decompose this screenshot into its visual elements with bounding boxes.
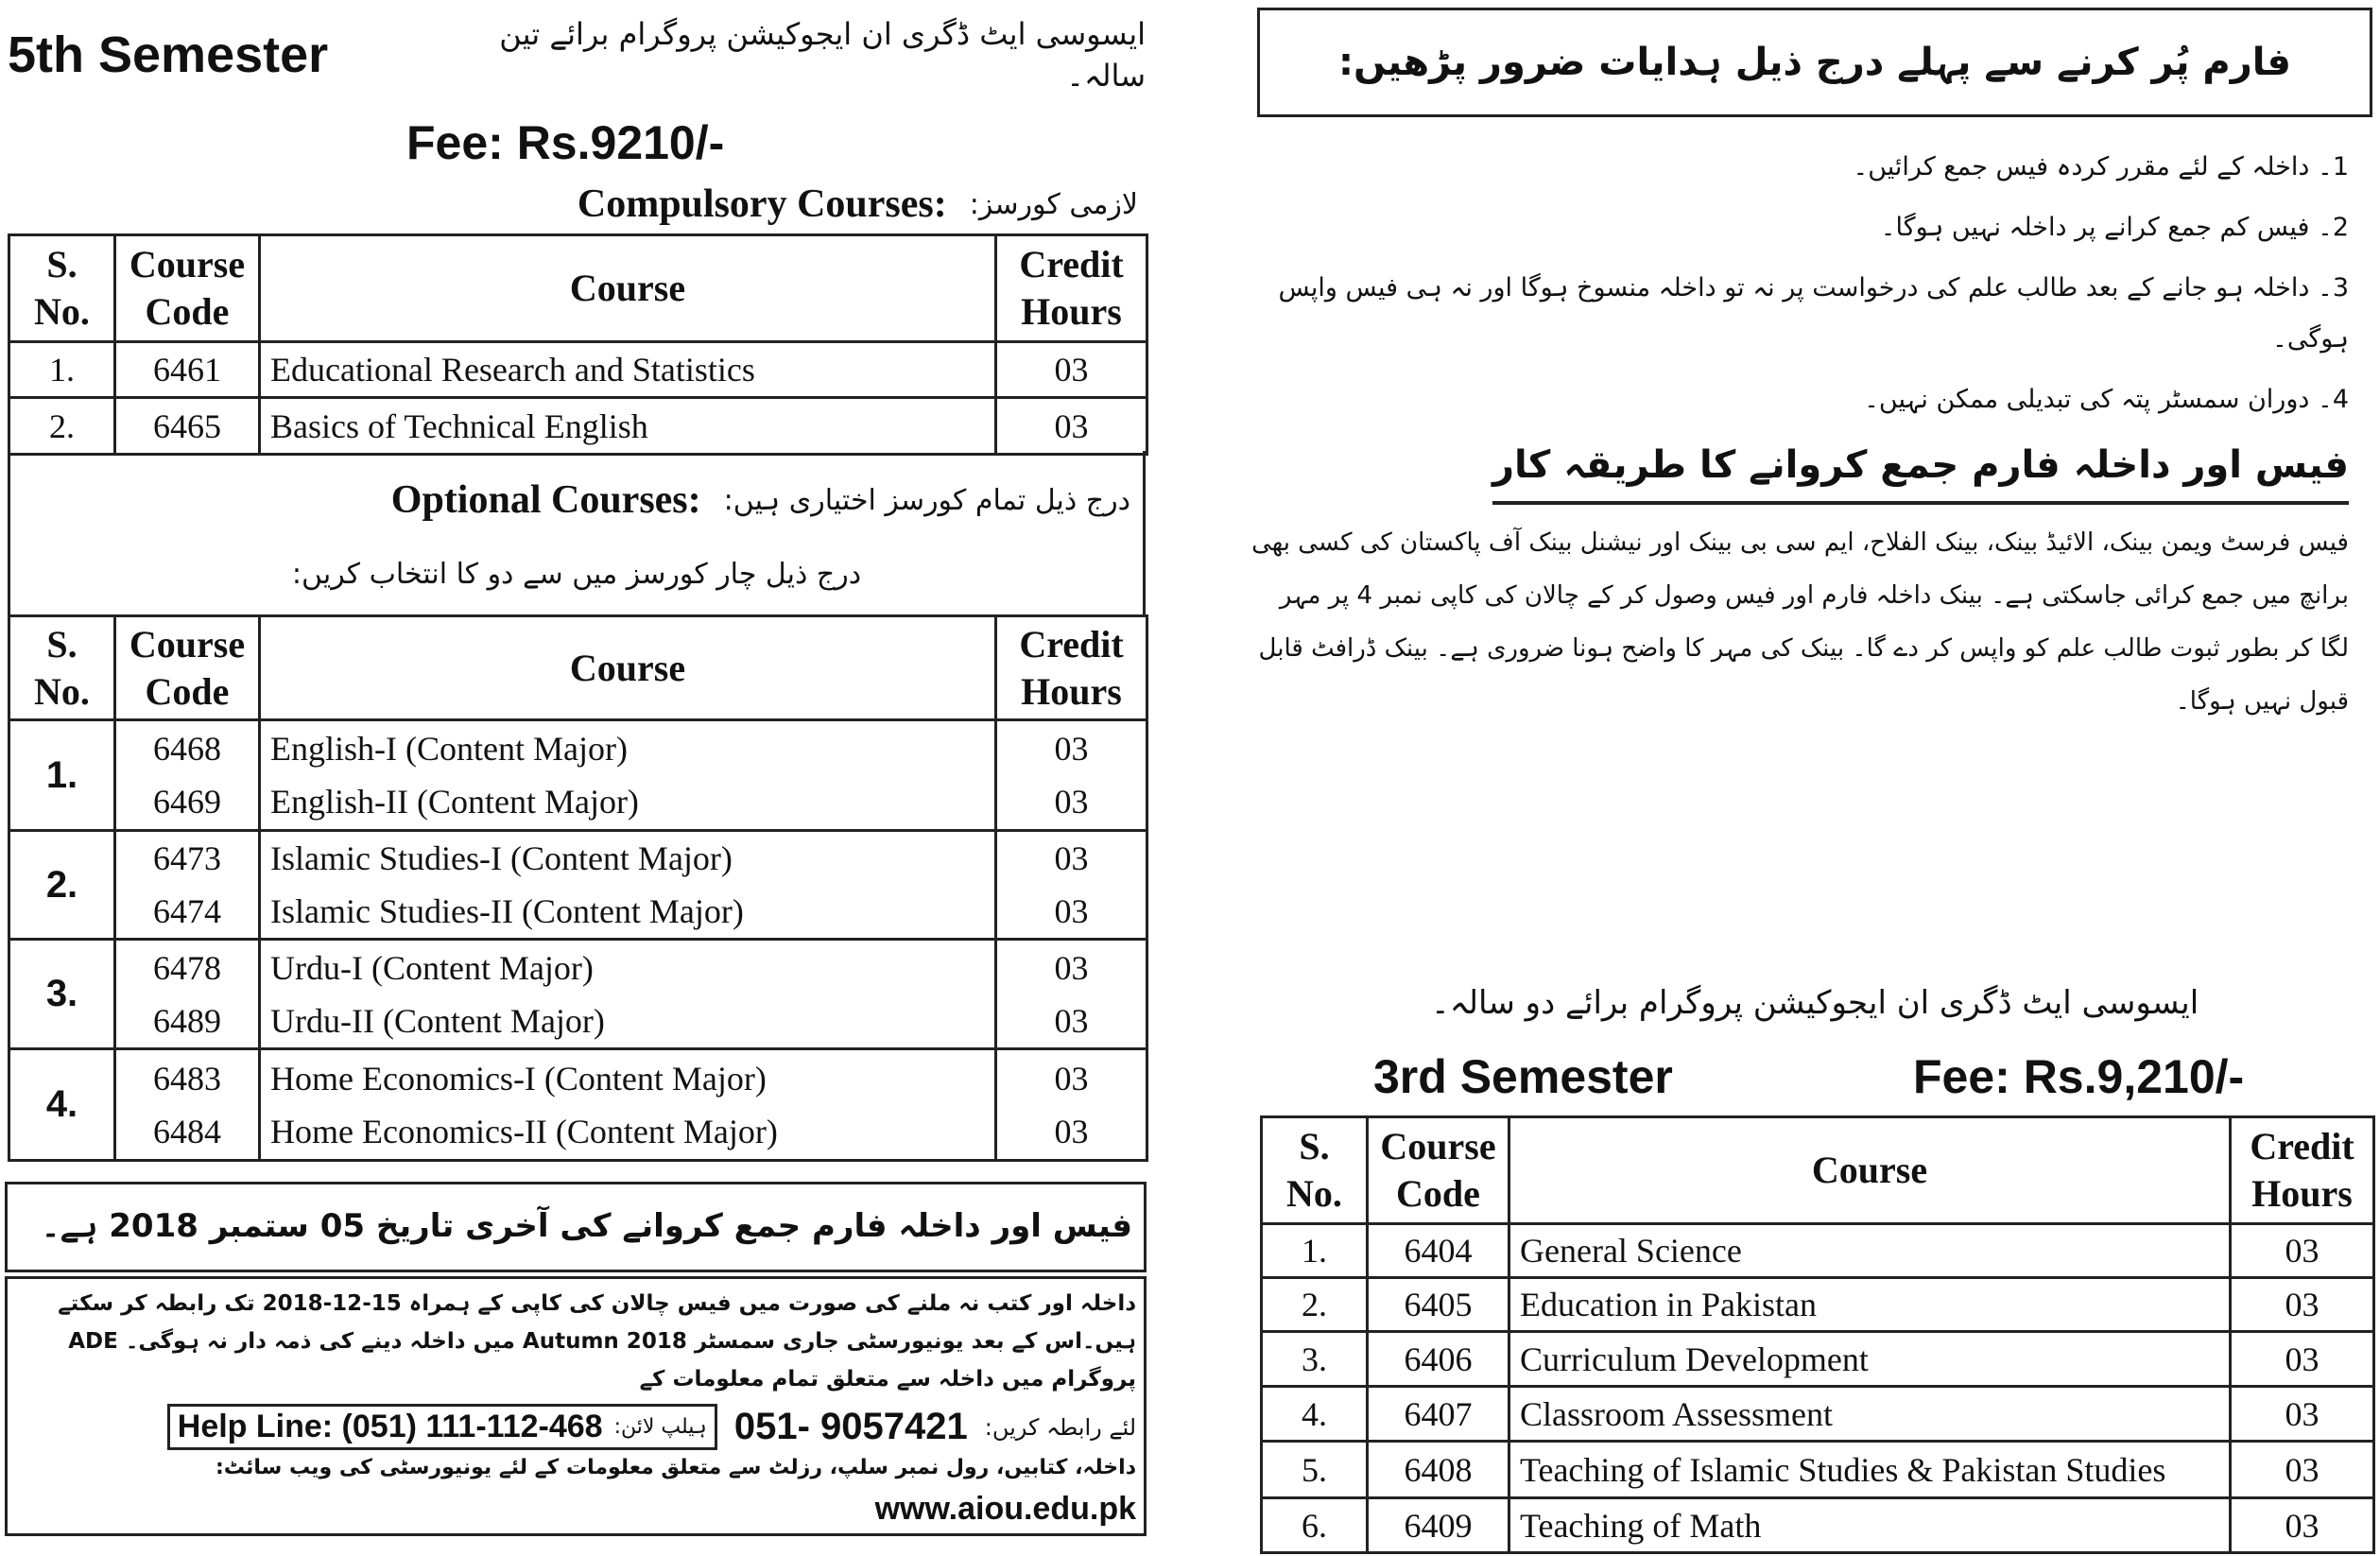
compulsory-courses-table bbox=[8, 233, 1148, 456]
procedure-paragraph bbox=[1248, 516, 2349, 728]
helpline-box bbox=[167, 1404, 717, 1450]
code-cell: 6478 bbox=[153, 948, 221, 987]
contact-row bbox=[15, 1404, 1136, 1450]
table-header-row bbox=[1262, 1117, 2374, 1224]
optional-group-row bbox=[9, 1049, 1147, 1161]
instruction-2: 2۔ فیس کم جمع کرانے پر داخلہ نہیں ہوگا۔ bbox=[1880, 213, 2349, 242]
helpline-urdu: ہیلپ لائن: bbox=[613, 1415, 707, 1439]
credit-cell: 03 bbox=[1054, 730, 1089, 768]
compulsory-label-urdu: لازمی کورسز: bbox=[969, 187, 1138, 221]
code-cell: 6473 bbox=[153, 839, 221, 877]
sno-cell: 4. bbox=[1262, 1387, 1368, 1442]
course-header: Course bbox=[1509, 1117, 2231, 1224]
sno-header: S. bbox=[1299, 1125, 1330, 1167]
instruction-1: 1۔ داخلہ کے لئے مقرر کردہ فیس جمع کرائیں۔ bbox=[1853, 152, 2349, 182]
info-paragraph bbox=[15, 1285, 1136, 1398]
semester-title-left: 5th Semester bbox=[8, 26, 329, 83]
credit-cell: 03 bbox=[996, 342, 1147, 398]
table-row bbox=[1262, 1498, 2374, 1553]
course-cell: Islamic Studies-II (Content Major) bbox=[270, 892, 744, 930]
credit-cell: 03 bbox=[1054, 1112, 1089, 1150]
credit-cell: 03 bbox=[2231, 1387, 2374, 1442]
fee-left: Fee: Rs.9210/- bbox=[406, 116, 725, 169]
semester-title-right: 3rd Semester bbox=[1373, 1050, 1673, 1103]
program-title-urdu-right: ایسوسی ایٹ ڈگری ان ایجوکیشن پروگرام برائے دو سالہ۔ bbox=[1430, 984, 2199, 1022]
sno-header-2: No. bbox=[34, 290, 90, 333]
procedure-line-1: فیس فرسٹ ویمن بینک، الائیڈ بینک، بینک الفلاح، ایم سی بی بینک اور نیشنل بینک آف پاکستان کی کسی بھی برانچ میں جمع bbox=[1251, 528, 2349, 610]
sno-header-2: No. bbox=[1286, 1172, 1342, 1215]
credit-cell: 03 bbox=[1054, 948, 1089, 987]
deadline-box bbox=[5, 1182, 1147, 1272]
credit-cell: 03 bbox=[1054, 1059, 1089, 1098]
code-header: Course bbox=[129, 243, 246, 285]
group-number: 3. bbox=[9, 940, 115, 1049]
code-cell: 6468 bbox=[153, 730, 221, 768]
optional-instruction-row bbox=[8, 558, 1146, 591]
credit-cell: 03 bbox=[1054, 839, 1089, 877]
sno-header: S. bbox=[46, 622, 78, 666]
sno-cell: 1. bbox=[9, 342, 115, 398]
sno-cell: 3. bbox=[1262, 1332, 1368, 1387]
course-header: Course bbox=[260, 616, 996, 720]
compulsory-label-row bbox=[8, 182, 1146, 227]
deadline-text: فیس اور داخلہ فارم جمع کروانے کی آخری تاریخ 05 ستمبر 2018 ہے۔ bbox=[41, 1207, 1132, 1245]
website-row bbox=[15, 1456, 1136, 1528]
code-header: Course bbox=[129, 622, 246, 666]
credit-cell: 03 bbox=[2231, 1332, 2374, 1387]
course-cell: Basics of Technical English bbox=[260, 398, 996, 455]
contact-urdu: لئے رابطہ کریں: bbox=[984, 1413, 1136, 1441]
instruction-3: 3۔ داخلہ ہو جانے کے بعد طالب علم کی درخواست پر نہ تو داخلہ منسوخ ہوگا اور نہ ہی فیس واپس ہوگی۔ bbox=[1278, 273, 2349, 354]
course-cell: Urdu-I (Content Major) bbox=[270, 948, 594, 987]
table-row bbox=[1262, 1278, 2374, 1332]
group-number: 2. bbox=[9, 831, 115, 940]
code-cell: 6406 bbox=[1368, 1332, 1509, 1387]
course-cell: Teaching of Math bbox=[1509, 1498, 2231, 1553]
instruction-4: 4۔ دوران سمسٹر پتہ کی تبدیلی ممکن نہیں۔ bbox=[1864, 385, 2349, 414]
third-semester-table bbox=[1260, 1115, 2375, 1554]
credit-header: Credit bbox=[2250, 1125, 2354, 1167]
optional-label-row bbox=[8, 477, 1146, 523]
group-number: 4. bbox=[9, 1049, 115, 1161]
sno-header: S. bbox=[46, 243, 78, 285]
table-row bbox=[1262, 1224, 2374, 1278]
fee-right: Fee: Rs.9,210/- bbox=[1913, 1050, 2245, 1103]
contact-number: 051- 9057421 bbox=[733, 1406, 968, 1447]
course-cell: Home Economics-I (Content Major) bbox=[270, 1059, 767, 1098]
credit-header: Credit bbox=[1019, 622, 1124, 666]
course-cell: Classroom Assessment bbox=[1509, 1387, 2231, 1442]
code-cell: 6469 bbox=[153, 783, 221, 821]
code-cell: 6489 bbox=[153, 1001, 221, 1040]
course-header: Course bbox=[260, 235, 996, 342]
instructions-title: فارم پُر کرنے سے پہلے درج ذیل ہدایات ضرور پڑھیں: bbox=[1338, 41, 2291, 84]
website-urdu: داخلہ، کتابیں، رول نمبر سلپ، رزلٹ سے متعلق معلومات کے لئے یونیورسٹی کی ویب سائٹ: bbox=[216, 1456, 1136, 1479]
code-cell: 6408 bbox=[1368, 1442, 1509, 1498]
course-cell: Curriculum Development bbox=[1509, 1332, 2231, 1387]
procedure-title: فیس اور داخلہ فارم جمع کروانے کا طریقہ کار bbox=[1492, 435, 2349, 505]
code-cell: 6461 bbox=[115, 342, 260, 398]
code-header: Course bbox=[1380, 1125, 1496, 1167]
code-cell: 6404 bbox=[1368, 1224, 1509, 1278]
course-cell: Education in Pakistan bbox=[1509, 1278, 2231, 1332]
info-line-2: جاری سمسٹر Autumn 2018 میں داخلہ دینے کی ذمہ دار نہ ہوگی۔ ADE پروگرام میں داخلہ سے متعلق تمام معلومات کے bbox=[68, 1329, 1136, 1392]
credit-cell: 03 bbox=[2231, 1442, 2374, 1498]
credit-cell: 03 bbox=[2231, 1278, 2374, 1332]
credit-cell: 03 bbox=[2231, 1224, 2374, 1278]
sno-cell: 2. bbox=[1262, 1278, 1368, 1332]
procedure-line-2: کرائی جاسکتی ہے۔ بینک داخلہ فارم اور فیس وصول کر کے چالان کی کاپی نمبر 4 پر مہر لگا کر بطور ثبوت طالب علم کو واپس کر دے گا۔ bbox=[1279, 581, 2349, 663]
credit-cell: 03 bbox=[1054, 892, 1089, 930]
optional-courses-table bbox=[8, 614, 1148, 1162]
code-cell: 6474 bbox=[153, 892, 221, 930]
credit-header-2: Hours bbox=[1021, 669, 1122, 713]
optional-group-row bbox=[9, 831, 1147, 940]
table-row bbox=[1262, 1332, 2374, 1387]
left-bottom-section bbox=[5, 1182, 1147, 1536]
credit-cell: 03 bbox=[1054, 783, 1089, 821]
program-title-urdu-left: ایسوسی ایٹ ڈگری ان ایجوکیشن پروگرام برائے تین سالہ۔ bbox=[499, 16, 1146, 94]
course-cell: Islamic Studies-I (Content Major) bbox=[270, 839, 733, 877]
table-row bbox=[1262, 1387, 2374, 1442]
code-header-2: Code bbox=[1396, 1172, 1480, 1215]
info-box bbox=[5, 1276, 1147, 1536]
procedure-title-wrap bbox=[1248, 435, 2349, 505]
course-cell: Urdu-II (Content Major) bbox=[270, 1001, 605, 1040]
course-cell: Educational Research and Statistics bbox=[260, 342, 996, 398]
right-program-row bbox=[1257, 983, 2372, 1022]
sno-cell: 1. bbox=[1262, 1224, 1368, 1278]
course-cell: English-I (Content Major) bbox=[270, 730, 628, 768]
optional-instruction-urdu: درج ذیل چار کورسز میں سے دو کا انتخاب کریں: bbox=[291, 558, 862, 591]
procedure-line-3: بینک کی مہر کا واضح ہونا ضروری ہے۔ بینک ڈرافٹ قابل قبول نہیں ہوگا۔ bbox=[1258, 634, 2349, 716]
course-cell: Teaching of Islamic Studies & Pakistan Studies bbox=[1509, 1442, 2231, 1498]
table-row bbox=[1262, 1442, 2374, 1498]
right-upper-section bbox=[1248, 142, 2349, 728]
table-row bbox=[9, 342, 1147, 398]
course-cell: General Science bbox=[1509, 1224, 2231, 1278]
optional-group-row bbox=[9, 940, 1147, 1049]
credit-header-2: Hours bbox=[1021, 290, 1122, 333]
table-row bbox=[9, 398, 1147, 455]
code-cell: 6483 bbox=[153, 1059, 221, 1098]
info-line-1: داخلہ اور کتب نہ ملنے کی صورت میں فیس چالان کی کاپی کے ہمراہ 15-12-2018 تک رابطہ کر سکتے ہیں۔اس کے بعد یونیورسٹی bbox=[58, 1291, 1136, 1354]
table-header-row bbox=[9, 235, 1147, 342]
optional-group-row bbox=[9, 720, 1147, 831]
code-cell: 6405 bbox=[1368, 1278, 1509, 1332]
optional-label: Optional Courses: bbox=[390, 478, 701, 522]
code-cell: 6484 bbox=[153, 1112, 221, 1150]
credit-cell: 03 bbox=[996, 398, 1147, 455]
website-link[interactable]: www.aiou.edu.pk bbox=[874, 1491, 1136, 1527]
instructions-title-box bbox=[1257, 8, 2372, 117]
left-title-row bbox=[8, 13, 1146, 96]
code-cell: 6465 bbox=[115, 398, 260, 455]
compulsory-label: Compulsory Courses: bbox=[577, 182, 947, 226]
group-number: 1. bbox=[9, 720, 115, 831]
course-cell: English-II (Content Major) bbox=[270, 783, 639, 821]
code-header-2: Code bbox=[145, 290, 230, 333]
sno-header-2: No. bbox=[34, 669, 90, 713]
credit-header: Credit bbox=[1019, 243, 1124, 285]
sno-cell: 6. bbox=[1262, 1498, 1368, 1553]
helpline-number: Help Line: (051) 111-112-468 bbox=[177, 1409, 603, 1444]
optional-courses-box bbox=[8, 451, 1146, 617]
credit-header-2: Hours bbox=[2251, 1172, 2353, 1215]
code-cell: 6409 bbox=[1368, 1498, 1509, 1553]
sno-cell: 5. bbox=[1262, 1442, 1368, 1498]
optional-label-urdu: درج ذیل تمام کورسز اختیاری ہیں: bbox=[723, 483, 1130, 517]
code-header-2: Code bbox=[145, 669, 230, 713]
course-cell: Home Economics-II (Content Major) bbox=[270, 1112, 778, 1150]
code-cell: 6407 bbox=[1368, 1387, 1509, 1442]
credit-cell: 03 bbox=[2231, 1498, 2374, 1553]
sno-cell: 2. bbox=[9, 398, 115, 455]
credit-cell: 03 bbox=[1054, 1001, 1089, 1040]
table-header-row bbox=[9, 616, 1147, 720]
